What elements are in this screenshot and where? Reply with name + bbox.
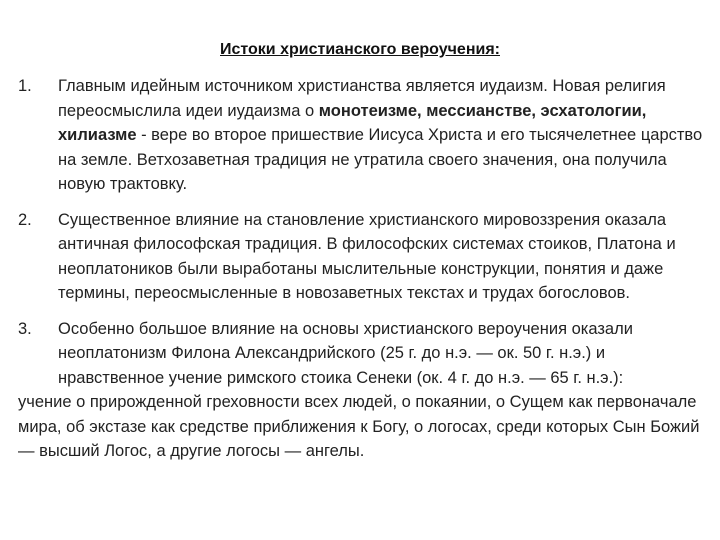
list-item-text: Главным идейным источником христианства является иудаизм. Новая религия переосмыслила идеи иудаизма о	[58, 77, 666, 120]
list-item-number: 1.	[18, 77, 32, 95]
list-item-text: Существенное влияние на становление христианского мировоззрения оказала античная философская традиция. В философских системах стоиков, Платона и неоплатоников были выработаны мыслительные конструкции, понятия и даже термины, переосмысленные в новозаветных текстах и трудах богословов.	[58, 210, 676, 302]
list-item-2	[18, 208, 708, 306]
slide-title: Истоки христианского вероучения:	[220, 41, 500, 58]
list-item-text-continued: - вере во второе пришествие Иисуса Христа и его тысячелетнее царство на земле. Ветхозаветная традиция не утратила своего значения, она получила новую трактовку.	[58, 126, 703, 193]
list-item-text: Особенно большое влияние на основы христианского вероучения оказали неоплатонизм Филона Александрийского (25 г. до н.э. — ок. 50 г. н.э.) и нравственное учение римского стоика Сенеки (ок. 4 г. до н.э. — 65 г. н.э.):	[58, 319, 633, 387]
list-item-tail-text: учение о прирожденной греховности всех людей, о покаянии, о Сущем как первоначале мира, об экстазе как средстве приближения к Богу, о логосах, среди которых Сын Божий — высший Логос, а другие логосы — ангелы.	[18, 393, 700, 460]
list-item-number: 2.	[18, 210, 32, 229]
list-item-number: 3.	[18, 319, 32, 338]
numbered-list	[18, 74, 708, 464]
list-item-bold-terms: монотеизме, мессианстве, эсхатологии, хилиазме	[58, 101, 647, 144]
list-item-3	[18, 317, 708, 464]
list-item-1	[18, 74, 708, 197]
